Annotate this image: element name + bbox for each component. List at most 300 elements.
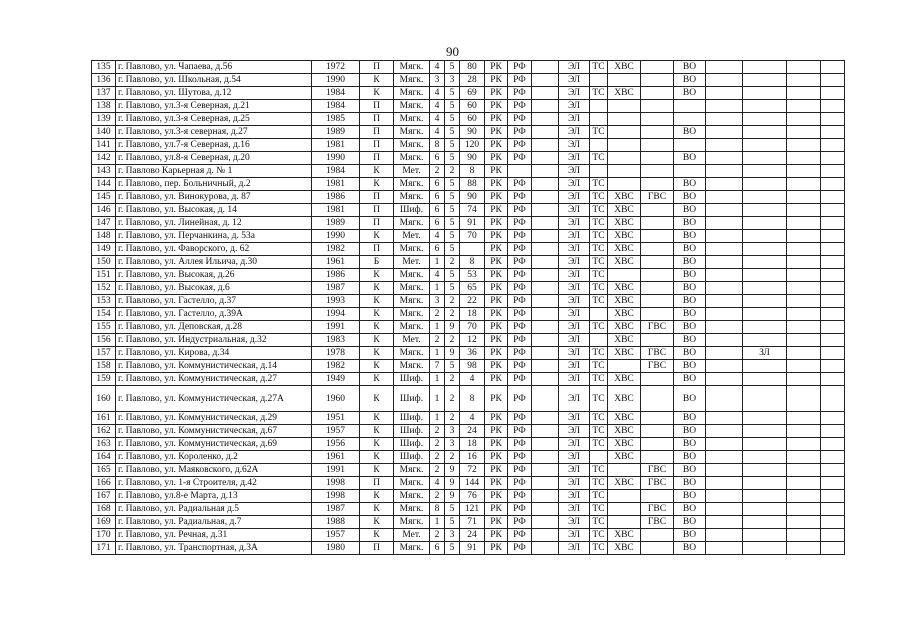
- cell-gvs: [641, 100, 674, 113]
- cell-num: 171: [92, 542, 116, 555]
- cell-hvs: ХВС: [608, 542, 641, 555]
- cell-gvs: [641, 139, 674, 152]
- cell-el: ЭЛ: [559, 243, 590, 256]
- cell-rf: РФ: [508, 113, 532, 126]
- cell-gap: [532, 217, 559, 230]
- cell-gap: [532, 438, 559, 451]
- cell-e1: [706, 503, 743, 516]
- cell-year: 1981: [312, 178, 360, 191]
- cell-roof: Мягк.: [394, 503, 430, 516]
- cell-e1: [706, 464, 743, 477]
- cell-el: ЭЛ: [559, 282, 590, 295]
- cell-gvs: [641, 230, 674, 243]
- cell-e2: [743, 386, 787, 412]
- cell-e2: [743, 516, 787, 529]
- cell-e1: [706, 295, 743, 308]
- cell-e3: [787, 490, 821, 503]
- cell-address: г. Павлово, ул.8-я Северная, д.20: [116, 152, 312, 165]
- cell-address: г. Павлово, ул. Коммунистическая, д.27А: [116, 386, 312, 412]
- cell-hvs: ХВС: [608, 451, 641, 464]
- cell-floors: 6: [430, 152, 445, 165]
- cell-num: 164: [92, 451, 116, 464]
- cell-num: 161: [92, 412, 116, 425]
- cell-vo: ВО: [674, 503, 706, 516]
- cell-year: 1993: [312, 295, 360, 308]
- cell-rf: РФ: [508, 412, 532, 425]
- cell-roof: Мягк.: [394, 178, 430, 191]
- cell-entrances: 2: [445, 308, 460, 321]
- cell-address: г. Павлово, ул. 1-я Строителя, д.42: [116, 477, 312, 490]
- cell-e1: [706, 230, 743, 243]
- cell-gvs: [641, 256, 674, 269]
- cell-e3: [787, 477, 821, 490]
- cell-ts: ТС: [590, 360, 608, 373]
- cell-ts: ТС: [590, 295, 608, 308]
- cell-roof: Шиф.: [394, 386, 430, 412]
- cell-rf: РФ: [508, 126, 532, 139]
- cell-address: г. Павлово, ул. Коммунистическая, д.29: [116, 412, 312, 425]
- cell-rk: РК: [485, 451, 508, 464]
- cell-e2: [743, 87, 787, 100]
- cell-e3: [787, 425, 821, 438]
- cell-e2: [743, 438, 787, 451]
- cell-wall: К: [360, 503, 394, 516]
- cell-vo: ВО: [674, 152, 706, 165]
- cell-vo: ВО: [674, 529, 706, 542]
- cell-e1: [706, 139, 743, 152]
- cell-num: 138: [92, 100, 116, 113]
- cell-roof: Мягк.: [394, 360, 430, 373]
- cell-gap: [532, 451, 559, 464]
- cell-e2: [743, 191, 787, 204]
- cell-wall: К: [360, 321, 394, 334]
- cell-flats: 91: [460, 542, 485, 555]
- cell-e4: [821, 152, 845, 165]
- cell-rk: РК: [485, 230, 508, 243]
- cell-el: ЭЛ: [559, 217, 590, 230]
- cell-flats: 76: [460, 490, 485, 503]
- cell-e4: [821, 100, 845, 113]
- cell-flats: 8: [460, 165, 485, 178]
- cell-e4: [821, 217, 845, 230]
- cell-roof: Мет.: [394, 334, 430, 347]
- cell-entrances: 5: [445, 139, 460, 152]
- cell-e1: [706, 386, 743, 412]
- cell-roof: Мет.: [394, 529, 430, 542]
- cell-rf: РФ: [508, 100, 532, 113]
- cell-vo: ВО: [674, 321, 706, 334]
- cell-rk: РК: [485, 165, 508, 178]
- cell-el: ЭЛ: [559, 139, 590, 152]
- cell-e4: [821, 451, 845, 464]
- cell-gvs: [641, 412, 674, 425]
- cell-flats: 69: [460, 87, 485, 100]
- cell-e3: [787, 503, 821, 516]
- cell-rk: РК: [485, 139, 508, 152]
- cell-hvs: ХВС: [608, 425, 641, 438]
- cell-entrances: 2: [445, 256, 460, 269]
- cell-e2: [743, 126, 787, 139]
- cell-num: 169: [92, 516, 116, 529]
- cell-entrances: 5: [445, 269, 460, 282]
- cell-address: г. Павлово, ул. Деповская, д.28: [116, 321, 312, 334]
- cell-gap: [532, 347, 559, 360]
- cell-flats: 80: [460, 61, 485, 74]
- cell-wall: П: [360, 139, 394, 152]
- cell-e3: [787, 230, 821, 243]
- cell-gvs: ГВС: [641, 191, 674, 204]
- cell-address: г. Павлово, ул. Коммунистическая, д.14: [116, 360, 312, 373]
- cell-floors: 3: [430, 295, 445, 308]
- cell-address: г. Павлово, ул. Гастелло, д.39А: [116, 308, 312, 321]
- cell-entrances: 2: [445, 412, 460, 425]
- cell-hvs: ХВС: [608, 321, 641, 334]
- cell-vo: ВО: [674, 438, 706, 451]
- cell-ts: ТС: [590, 243, 608, 256]
- cell-e3: [787, 165, 821, 178]
- cell-year: 1981: [312, 139, 360, 152]
- cell-rf: РФ: [508, 243, 532, 256]
- cell-gap: [532, 321, 559, 334]
- cell-year: 1990: [312, 152, 360, 165]
- table-row: [92, 230, 845, 243]
- cell-entrances: 9: [445, 490, 460, 503]
- cell-e2: [743, 165, 787, 178]
- cell-e4: [821, 178, 845, 191]
- cell-ts: ТС: [590, 425, 608, 438]
- table-row: [92, 360, 845, 373]
- cell-e1: [706, 178, 743, 191]
- cell-ts: [590, 74, 608, 87]
- cell-entrances: 3: [445, 425, 460, 438]
- cell-gap: [532, 542, 559, 555]
- cell-e2: [743, 503, 787, 516]
- cell-roof: Мягк.: [394, 464, 430, 477]
- cell-num: 166: [92, 477, 116, 490]
- cell-el: ЭЛ: [559, 178, 590, 191]
- cell-ts: [590, 113, 608, 126]
- cell-e4: [821, 334, 845, 347]
- table-row: [92, 516, 845, 529]
- table-row: [92, 126, 845, 139]
- cell-e4: [821, 113, 845, 126]
- cell-rf: РФ: [508, 503, 532, 516]
- cell-floors: 1: [430, 282, 445, 295]
- cell-rf: РФ: [508, 373, 532, 386]
- cell-ts: ТС: [590, 464, 608, 477]
- cell-rf: РФ: [508, 386, 532, 412]
- cell-rk: РК: [485, 503, 508, 516]
- cell-el: ЭЛ: [559, 295, 590, 308]
- cell-floors: 2: [430, 308, 445, 321]
- cell-entrances: 2: [445, 386, 460, 412]
- cell-gap: [532, 516, 559, 529]
- cell-e2: [743, 269, 787, 282]
- cell-year: 1984: [312, 165, 360, 178]
- cell-rk: РК: [485, 334, 508, 347]
- cell-e2: [743, 217, 787, 230]
- table-row: [92, 295, 845, 308]
- cell-gap: [532, 360, 559, 373]
- cell-gvs: [641, 165, 674, 178]
- cell-e1: [706, 256, 743, 269]
- cell-floors: 7: [430, 360, 445, 373]
- cell-el: ЭЛ: [559, 347, 590, 360]
- cell-num: 141: [92, 139, 116, 152]
- cell-gap: [532, 308, 559, 321]
- cell-floors: 4: [430, 477, 445, 490]
- cell-hvs: ХВС: [608, 230, 641, 243]
- cell-wall: К: [360, 308, 394, 321]
- cell-vo: ВО: [674, 256, 706, 269]
- table-row: [92, 347, 845, 360]
- cell-num: 147: [92, 217, 116, 230]
- cell-wall: К: [360, 425, 394, 438]
- cell-vo: ВО: [674, 542, 706, 555]
- cell-gvs: ГВС: [641, 321, 674, 334]
- cell-year: 1989: [312, 126, 360, 139]
- cell-e1: [706, 217, 743, 230]
- cell-roof: Мягк.: [394, 308, 430, 321]
- cell-wall: П: [360, 191, 394, 204]
- cell-flats: 88: [460, 178, 485, 191]
- cell-hvs: [608, 464, 641, 477]
- cell-rf: РФ: [508, 74, 532, 87]
- cell-year: 1980: [312, 542, 360, 555]
- cell-gap: [532, 256, 559, 269]
- table-row: [92, 282, 845, 295]
- cell-rk: РК: [485, 321, 508, 334]
- cell-rf: РФ: [508, 451, 532, 464]
- cell-e2: [743, 373, 787, 386]
- cell-rk: РК: [485, 295, 508, 308]
- cell-e4: [821, 295, 845, 308]
- cell-num: 168: [92, 503, 116, 516]
- cell-e1: [706, 308, 743, 321]
- cell-flats: 72: [460, 464, 485, 477]
- cell-e3: [787, 386, 821, 412]
- cell-wall: К: [360, 360, 394, 373]
- cell-entrances: 3: [445, 74, 460, 87]
- table-row: [92, 503, 845, 516]
- cell-entrances: 5: [445, 230, 460, 243]
- table-row: [92, 321, 845, 334]
- cell-gvs: [641, 204, 674, 217]
- cell-hvs: ХВС: [608, 282, 641, 295]
- cell-el: ЭЛ: [559, 74, 590, 87]
- cell-gap: [532, 425, 559, 438]
- cell-year: 1960: [312, 386, 360, 412]
- cell-e1: [706, 412, 743, 425]
- cell-e1: [706, 373, 743, 386]
- table-row: [92, 165, 845, 178]
- cell-roof: Мягк.: [394, 490, 430, 503]
- cell-gap: [532, 191, 559, 204]
- cell-e1: [706, 269, 743, 282]
- cell-vo: ВО: [674, 74, 706, 87]
- cell-el: ЭЛ: [559, 113, 590, 126]
- cell-rf: РФ: [508, 516, 532, 529]
- cell-flats: 4: [460, 412, 485, 425]
- cell-year: 1998: [312, 477, 360, 490]
- cell-rk: РК: [485, 113, 508, 126]
- cell-e4: [821, 373, 845, 386]
- cell-rk: РК: [485, 243, 508, 256]
- cell-e4: [821, 516, 845, 529]
- cell-rk: РК: [485, 308, 508, 321]
- cell-e1: [706, 282, 743, 295]
- cell-e2: [743, 425, 787, 438]
- cell-hvs: [608, 74, 641, 87]
- table-row: [92, 386, 845, 412]
- cell-gvs: [641, 529, 674, 542]
- cell-e4: [821, 412, 845, 425]
- cell-flats: 65: [460, 282, 485, 295]
- cell-roof: Мягк.: [394, 152, 430, 165]
- cell-address: г. Павлово, ул.3-я северная, д.27: [116, 126, 312, 139]
- cell-rk: РК: [485, 529, 508, 542]
- cell-gvs: [641, 425, 674, 438]
- cell-ts: ТС: [590, 152, 608, 165]
- cell-e2: [743, 100, 787, 113]
- table-row: [92, 269, 845, 282]
- cell-gap: [532, 373, 559, 386]
- cell-gvs: [641, 61, 674, 74]
- cell-e2: [743, 139, 787, 152]
- table-row: [92, 477, 845, 490]
- cell-e1: [706, 334, 743, 347]
- cell-el: ЭЛ: [559, 191, 590, 204]
- cell-hvs: ХВС: [608, 217, 641, 230]
- cell-ts: ТС: [590, 256, 608, 269]
- cell-vo: ВО: [674, 126, 706, 139]
- cell-rk: РК: [485, 516, 508, 529]
- cell-gap: [532, 126, 559, 139]
- cell-e4: [821, 503, 845, 516]
- cell-ts: ТС: [590, 61, 608, 74]
- cell-floors: 6: [430, 191, 445, 204]
- cell-flats: 90: [460, 152, 485, 165]
- cell-roof: Мягк.: [394, 516, 430, 529]
- cell-gap: [532, 152, 559, 165]
- cell-e3: [787, 516, 821, 529]
- cell-gap: [532, 334, 559, 347]
- cell-rf: РФ: [508, 152, 532, 165]
- cell-hvs: [608, 490, 641, 503]
- cell-el: ЭЛ: [559, 334, 590, 347]
- cell-roof: Мягк.: [394, 295, 430, 308]
- cell-roof: Шиф.: [394, 425, 430, 438]
- cell-year: 1981: [312, 204, 360, 217]
- cell-wall: К: [360, 529, 394, 542]
- cell-roof: Мягк.: [394, 100, 430, 113]
- cell-e4: [821, 542, 845, 555]
- cell-entrances: 5: [445, 191, 460, 204]
- table-row: [92, 373, 845, 386]
- cell-floors: 6: [430, 204, 445, 217]
- cell-e2: [743, 178, 787, 191]
- cell-e4: [821, 386, 845, 412]
- cell-hvs: ХВС: [608, 256, 641, 269]
- cell-el: ЭЛ: [559, 256, 590, 269]
- cell-roof: Мягк.: [394, 87, 430, 100]
- cell-rf: РФ: [508, 61, 532, 74]
- cell-wall: П: [360, 61, 394, 74]
- cell-hvs: [608, 113, 641, 126]
- cell-address: г. Павлово, ул.7-я Северная, д.16: [116, 139, 312, 152]
- cell-roof: Мягк.: [394, 243, 430, 256]
- cell-entrances: 9: [445, 464, 460, 477]
- cell-rf: РФ: [508, 334, 532, 347]
- cell-rf: РФ: [508, 490, 532, 503]
- cell-wall: К: [360, 334, 394, 347]
- cell-rk: РК: [485, 282, 508, 295]
- cell-rf: РФ: [508, 178, 532, 191]
- cell-num: 159: [92, 373, 116, 386]
- cell-roof: Мягк.: [394, 139, 430, 152]
- cell-gap: [532, 87, 559, 100]
- cell-gvs: [641, 74, 674, 87]
- cell-num: 160: [92, 386, 116, 412]
- cell-el: ЭЛ: [559, 204, 590, 217]
- cell-num: 157: [92, 347, 116, 360]
- cell-e3: [787, 113, 821, 126]
- page-number: 90: [446, 44, 459, 59]
- cell-floors: 2: [430, 464, 445, 477]
- cell-e3: [787, 256, 821, 269]
- cell-gap: [532, 204, 559, 217]
- table-row: [92, 243, 845, 256]
- cell-floors: 3: [430, 74, 445, 87]
- cell-e3: [787, 269, 821, 282]
- cell-gap: [532, 269, 559, 282]
- cell-wall: К: [360, 373, 394, 386]
- cell-gap: [532, 74, 559, 87]
- cell-vo: ВО: [674, 347, 706, 360]
- cell-el: ЭЛ: [559, 386, 590, 412]
- cell-ts: ТС: [590, 438, 608, 451]
- cell-rf: РФ: [508, 191, 532, 204]
- cell-flats: 24: [460, 529, 485, 542]
- cell-gvs: ГВС: [641, 477, 674, 490]
- cell-e2: [743, 464, 787, 477]
- table-row: [92, 256, 845, 269]
- cell-e4: [821, 282, 845, 295]
- cell-e3: [787, 87, 821, 100]
- cell-roof: Мягк.: [394, 217, 430, 230]
- cell-e3: [787, 191, 821, 204]
- cell-e3: [787, 178, 821, 191]
- cell-rk: РК: [485, 542, 508, 555]
- cell-rf: РФ: [508, 87, 532, 100]
- cell-e2: [743, 113, 787, 126]
- cell-vo: ВО: [674, 269, 706, 282]
- cell-address: г. Павлово, ул. Коммунистическая, д.27: [116, 373, 312, 386]
- cell-roof: Мягк.: [394, 269, 430, 282]
- cell-flats: 16: [460, 451, 485, 464]
- cell-hvs: ХВС: [608, 438, 641, 451]
- cell-floors: 1: [430, 386, 445, 412]
- cell-e4: [821, 126, 845, 139]
- cell-e2: [743, 542, 787, 555]
- cell-entrances: 5: [445, 204, 460, 217]
- cell-e4: [821, 464, 845, 477]
- cell-vo: ВО: [674, 490, 706, 503]
- cell-e1: [706, 87, 743, 100]
- table-row: [92, 204, 845, 217]
- cell-hvs: ХВС: [608, 295, 641, 308]
- cell-ts: ТС: [590, 412, 608, 425]
